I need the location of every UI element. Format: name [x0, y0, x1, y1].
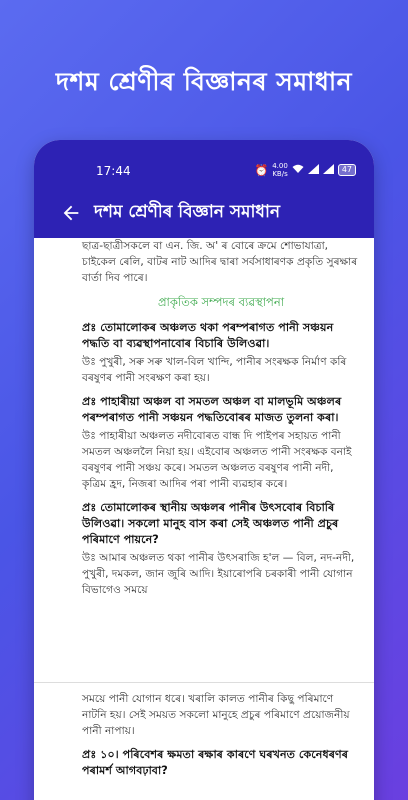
- answer-1: উঃ পুখুৰী, সৰু সৰু খাল-বিল খান্দি, পানীৰ সংৰক্ষক নিৰ্মাণ কৰি বৰষুণৰ পানী সংৰক্ষণ কৰা হয়।: [82, 356, 347, 384]
- network-speed-value: 4.00: [272, 162, 288, 170]
- signal-icon: [308, 164, 319, 176]
- section-heading: প্ৰাকৃতিক সম্পদৰ ব্যৱস্থাপনা: [157, 295, 285, 309]
- alarm-icon: ⏰: [254, 163, 269, 177]
- question-3: প্ৰঃ তোমালোকৰ স্থানীয় অঞ্চলৰ পানীৰ উৎসবোৰ বিচাৰি উলিওৱা। সকলো মানুহ বাস কৰা সেই অঞ্চলত পানী প্ৰচুৰ পৰিমাণে পায়নে?: [82, 501, 339, 546]
- question-2: প্ৰঃ পাহাৰীয়া অঞ্চল বা সমতল অঞ্চল বা মালভূমি অঞ্চলৰ পৰম্পৰাগত পানী সঞ্চয়ন পদ্ধতিবোৰৰ মাজত তুলনা কৰা।: [82, 395, 342, 424]
- answer-continuation: সময়ে পানী যোগান ধৰে। খৰালি কালত পানীৰ কিছু পৰিমাণে নাটনি হয়। সেই সময়ত সকলো মানুহে প্ৰচুৰ পৰিমাণে প্ৰয়োজনীয় পানী নাপায়।: [82, 693, 350, 737]
- question-10: প্ৰঃ ১০। পৰিবেশৰ ক্ষমতা ৰক্ষাৰ কাৰণে ঘৰখনত কেনেধৰণৰ পৰামৰ্শ আগবঢ়াবা?: [82, 748, 349, 777]
- promo-title: দশম শ্ৰেণীৰ বিজ্ঞানৰ সমাধান: [55, 67, 353, 96]
- app-title: দশম শ্ৰেণীৰ বিজ্ঞান সমাধান: [94, 202, 281, 222]
- intro-paragraph: ছাত্ৰ-ছাত্ৰীসকলে বা এন. জি. অ' ৰ বোৰে ক্ৰমে শোভাযাত্ৰা, চাইকেল ৰেলি, বাটৰ নাট আদিৰ দ্বাৰা সৰ্বসাধাৰণক প্ৰকৃতি সুৰক্ষাৰ বাৰ্তা দিব পাৰে।: [82, 240, 358, 284]
- answer-2: উঃ পাহাৰীয়া অঞ্চলত নদীবোৰত বান্ধ দি পাইপৰ সহায়ত পানী সমতল অঞ্চললৈ নিয়া হয়। এইবোৰ অঞ্চলত পানী সংৰক্ষক বনাই বৰষুণৰ পানী সঞ্চয় কৰে। সমতল অঞ্চলত বৰষুণৰ পানী নদী, কৃত্ৰিম হ্ৰদ, নিজৰা আদিৰ পৰা পানী ব্যৱহাৰ কৰে।: [82, 430, 352, 490]
- network-speed: [272, 162, 288, 178]
- signal-icon-2: [323, 164, 334, 176]
- wifi-icon: [292, 164, 304, 176]
- question-1: প্ৰঃ তোমালোকৰ অঞ্চলত থকা পৰম্পৰাগত পানী সঞ্চয়ন পদ্ধতি বা ব্যৱস্থাপনাবোৰ বিচাৰি উলিওৱা।: [82, 321, 334, 350]
- network-speed-unit: KB/s: [272, 170, 288, 178]
- status-icons: [255, 162, 356, 178]
- app-bar: [34, 188, 374, 238]
- battery-indicator: 47: [338, 164, 356, 176]
- back-arrow-icon[interactable]: [60, 202, 82, 224]
- status-time: 17:44: [96, 164, 131, 178]
- status-bar: [34, 140, 374, 188]
- bottom-content-card: [34, 682, 374, 800]
- answer-3: উঃ আমাৰ অঞ্চলত থকা পানীৰ উৎসৰাজি হ'ল — বিল, নদ-নদী, পুখুৰী, দমকল, জান জুৰি আদি। ইয়াৰোপৰি চৰকাৰী পানী যোগান বিভাগেও সময়ে: [82, 552, 355, 596]
